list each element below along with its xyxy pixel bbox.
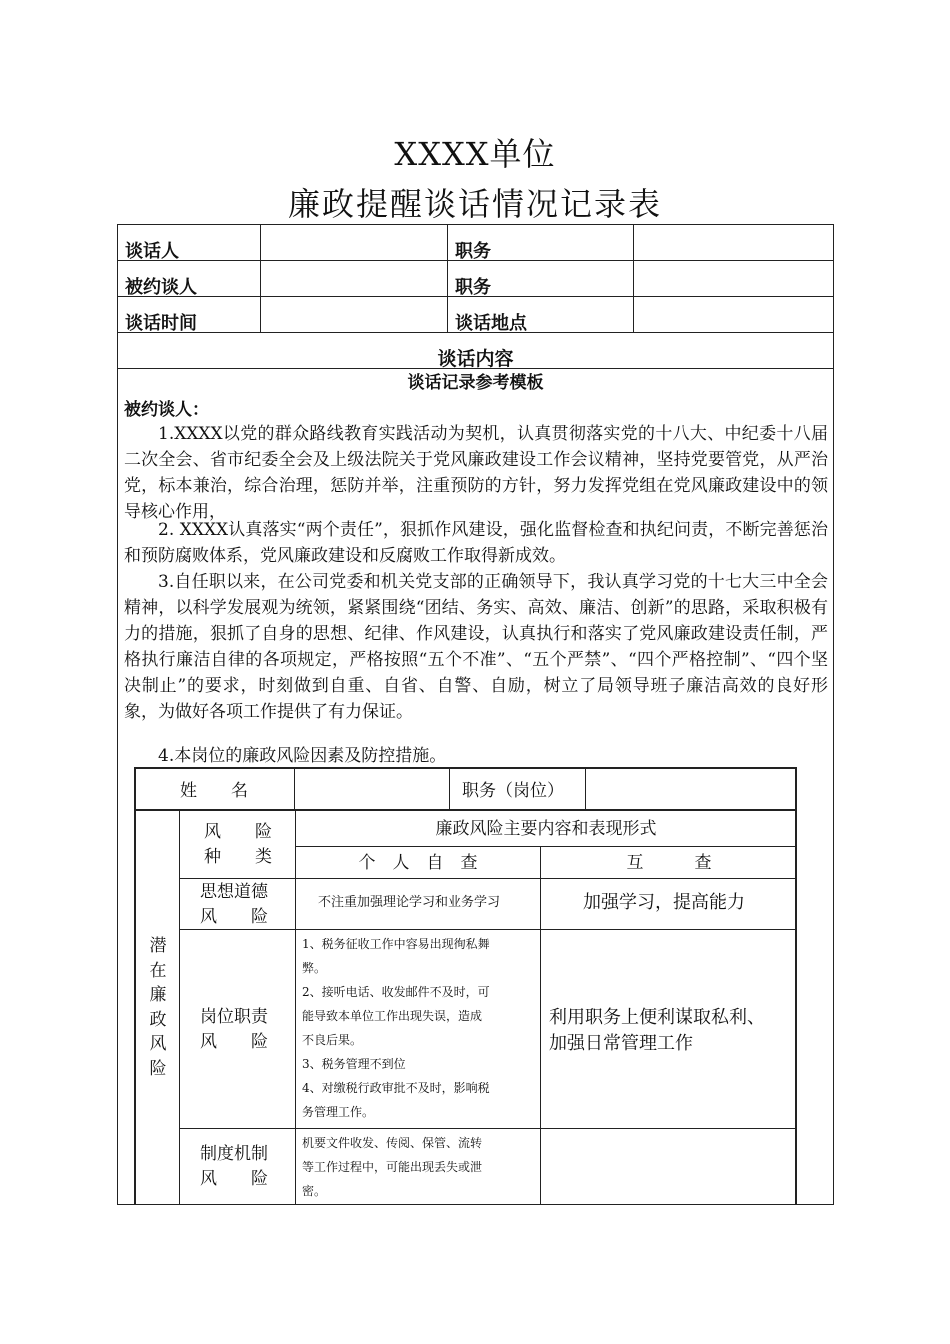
risk-type-system: 风 险 (200, 1169, 268, 1189)
column-divider (294, 769, 295, 811)
column-divider (540, 846, 541, 1205)
document-title-unit: XXXX单位 (394, 135, 556, 173)
self-check-text: 能导致本单位工作出现失误，造成 (302, 1009, 483, 1023)
self-check-text: 4、对缴税行政审批不及时，影响税 (302, 1081, 490, 1095)
risk-type-ideology: 风 险 (200, 907, 268, 927)
column-divider (585, 769, 586, 811)
risk-type-post: 风 险 (200, 1032, 268, 1052)
column-divider (447, 224, 448, 332)
self-check-text: 2、接听电话、收发邮件不及时，可 (302, 985, 490, 999)
interview-place-label: 谈话地点 (455, 313, 527, 334)
main-content-header: 廉政风险主要内容和表现形式 (435, 819, 657, 839)
risk-type-header: 风 险 (204, 822, 272, 842)
self-check-text: 等工作过程中，可能出现丢失或泄 (302, 1160, 483, 1174)
speaker-label: 被约谈人： (124, 400, 209, 420)
potential-risk-side-label: 潜在廉政风险 (149, 936, 167, 1079)
mutual-check-text: 利用职务上便利谋取私利、 (549, 1007, 765, 1028)
interview-time-label: 谈话时间 (125, 313, 197, 334)
self-check-text: 1、税务征收工作中容易出现徇私舞 (302, 937, 490, 951)
row-divider (134, 809, 797, 811)
column-divider (633, 224, 634, 332)
mutual-check-header: 互 查 (626, 853, 712, 873)
risk-type-ideology: 思想道德 (200, 882, 268, 902)
risk-type-post: 岗位职责 (200, 1007, 268, 1027)
self-check-text: 务管理工作。 (302, 1105, 375, 1119)
column-divider (260, 224, 261, 332)
mutual-check-text: 加强学习，提高能力 (583, 892, 745, 913)
paragraph-4: 4.本岗位的廉政风险因素及防控措施。 (158, 746, 447, 766)
risk-type-system: 制度机制 (200, 1144, 268, 1164)
template-title: 谈话记录参考模板 (407, 373, 544, 393)
content-section-label: 谈话内容 (437, 348, 514, 370)
row-divider (179, 878, 797, 879)
row-divider (179, 1128, 797, 1129)
document-title-form: 廉政提醒谈话情况记录表 (287, 185, 662, 223)
column-divider (179, 811, 180, 1205)
paragraph-3: 3.自任职以来，在公司党委和机关党支部的正确领导下，我认真学习党的十七大三中全会精神，以科学发展观为统领，紧紧围绕“团结、务实、高效、廉洁、创新”的思路，采取积极有力的措施，狠抓了自身的思想、纪律、作风建设，认真执行和落实了党风廉政建设责任制，严格执行廉洁自律的各项规定，严格按照“五个不准”、“五个严禁”、“四个严格控制”、“四个坚决制止”的要求，时刻做到自重、自省、自警、自励，树立了局领导班子廉洁高效的良好形象，为做好各项工作提供了有力保证。 (124, 572, 828, 722)
self-check-text: 不良后果。 (302, 1033, 363, 1047)
self-check-text: 机要文件收发、传阅、保管、流转 (302, 1136, 483, 1150)
paragraph-2: 2. XXXX认真落实“两个责任”，狠抓作风建设，强化监督检查和执纪问责，不断完善惩治和预防腐败体系，党风廉政建设和反腐败工作取得新成效。 (124, 520, 828, 566)
mutual-check-text: 加强日常管理工作 (549, 1033, 693, 1054)
self-check-text: 3、税务管理不到位 (302, 1057, 406, 1071)
interviewee-label: 被约谈人 (125, 277, 197, 298)
row-divider (295, 846, 797, 847)
paragraph-1: 1.XXXX以党的群众路线教育实践活动为契机，认真贯彻落实党的十八大、中纪委十八届二次全会、省市纪委全会及上级法院关于党风廉政建设工作会议精神，坚持党要管党，从严治党，标本兼治，综合治理，惩防并举，注重预防的方针，努力发挥党组在党风廉政建设中的领导核心作用， (124, 424, 828, 522)
risk-type-header: 种 类 (204, 847, 272, 867)
self-check-text: 弊。 (302, 961, 327, 975)
name-label: 姓 名 (180, 781, 248, 801)
interviewer-label: 谈话人 (125, 241, 179, 262)
self-check-text: 不注重加强理论学习和业务学习 (318, 895, 501, 910)
position-label: 职务 (455, 241, 491, 262)
row-divider (179, 929, 797, 930)
self-check-text: 密。 (302, 1184, 327, 1198)
post-label: 职务（岗位） (462, 781, 564, 801)
self-check-header: 个 人 自 查 (358, 853, 478, 873)
position-label: 职务 (455, 277, 491, 298)
column-divider (449, 769, 450, 811)
